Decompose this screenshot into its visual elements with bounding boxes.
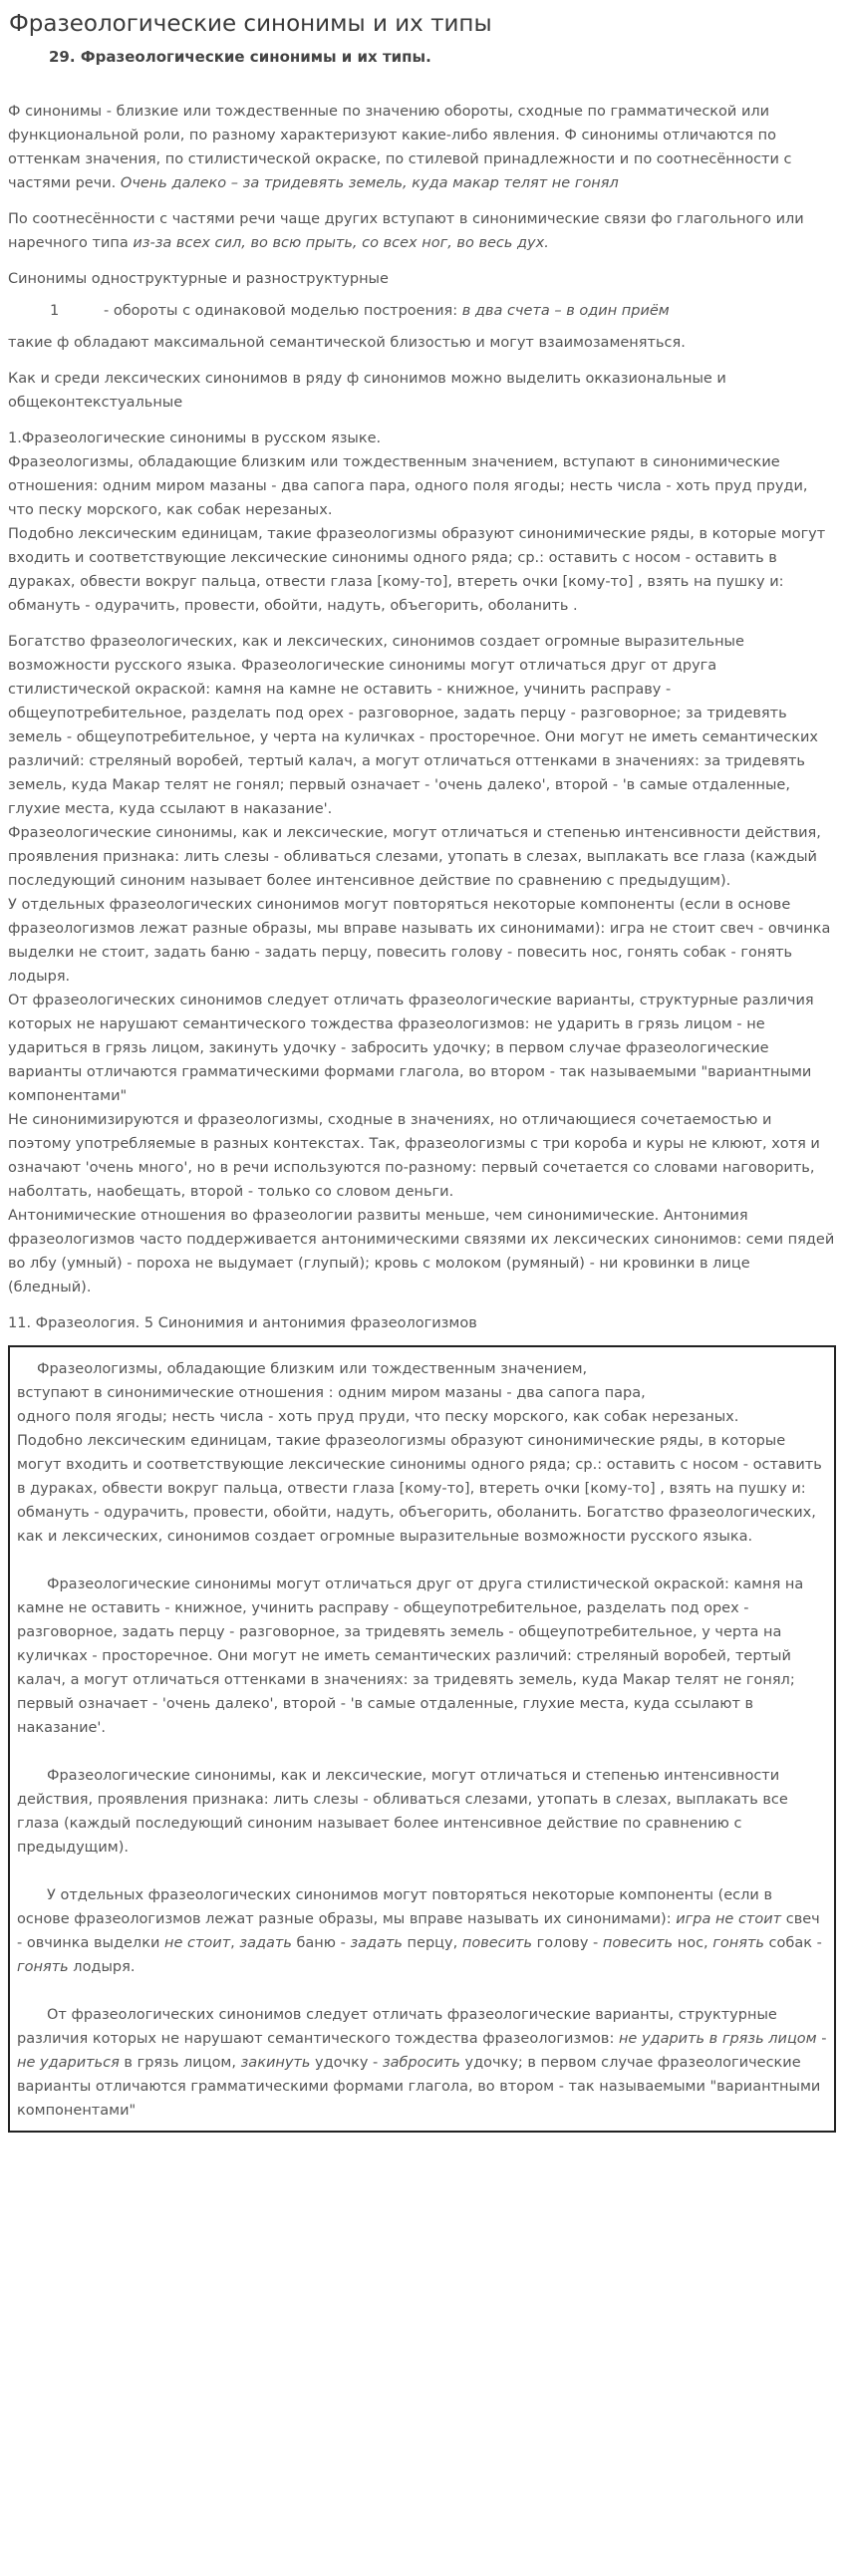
quoted-text-box [8, 1345, 836, 2133]
text-run: лодыря. [68, 1959, 136, 1975]
types-list-item [8, 299, 836, 323]
parts-of-speech-example: из-за всех сил, во всю прыть, со всех ног, во весь дух. [133, 235, 549, 251]
italic-phrase: гонять [17, 1959, 69, 1975]
text-run: - [816, 2031, 827, 2047]
text-run: нос, [673, 1935, 713, 1951]
box-line-3: одного поля ягоды; несть числа - хоть пруд пруди, что песку морского, как собак нерезаных. [17, 1409, 739, 1425]
text-run: собак - [763, 1935, 822, 1951]
text-run: голову - [532, 1935, 603, 1951]
box-paragraph-5 [17, 2003, 828, 2123]
section1-paragraph-7: Не синонимизируются и фразеологизмы, сходные в значениях, но отличающиеся сочетаемостью и поэтому употребляемые в разных контекстах. Так, фразеологизмы с три короба и куры не клюют, хотя и означают 'очень много', но в речи используются по-разному: первый сочетается со словами наговорить, наболтать, наобещать, второй - только со словом деньги. [8, 1112, 820, 1200]
text-run: баню - [291, 1935, 351, 1951]
section1-heading: 1.Фразеологические синонимы в русском языке. [8, 430, 382, 446]
list-number: 1 [50, 303, 60, 319]
text-run: У отдельных фразеологических синонимов могут повторяться некоторые компоненты (если в основе фразеологизмов лежат разные образы, мы вправе называть их синонимами): [17, 1887, 772, 1927]
text-run: в грязь лицом, [119, 2055, 241, 2071]
italic-phrase: повесить [602, 1935, 674, 1951]
interchangeable-note: такие ф обладают максимальной семантической близостью и могут взаимозаменяться. [8, 335, 686, 351]
page-title: Фразеологические синонимы и их типы [9, 11, 492, 37]
section1-paragraph-8: Антонимические отношения во фразеологии развиты меньше, чем синонимические. Антонимия фразеологизмов часто поддерживается антонимическими связями их лексических синонимов: семи пядей во лбу (умный) - пороха не выдумает (глупый); кровь с молоком (румяный) - ни кровинки в лице (бледный). [8, 1208, 835, 1295]
lexical-comparison: Как и среди лексических синонимов в ряду ф синонимов можно выделить окказиональные и общеконтекстуальные [8, 371, 726, 411]
text-run: удочку; в первом случае фразеологические варианты отличаются грамматическими формами глагола, во втором - так называемыми "вариантными компонентами" [17, 2055, 821, 2119]
section1-paragraph-4: Фразеологические синонимы, как и лексические, могут отличаться и степенью интенсивности действия, проявления признака: лить слезы - обливаться слезами, утопать в слезах, выплакать все глаза (каждый последующий синоним называет более интенсивное действие по сравнению с предыдущим). [8, 825, 821, 889]
box-line-1: Фразеологизмы, обладающие близким или тождественным значением, [37, 1361, 588, 1377]
list-item-example: в два счета – в один приём [461, 303, 670, 319]
section1-paragraph-3: Богатство фразеологических, как и лексических, синонимов создает огромные выразительные возможности русского языка. Фразеологические синонимы могут отличаться друг от друга стилистической окраской: камня на камне не оставить - книжное, учинить расправу - общеупотребительное, разделать под орех - разговорное, задать перцу - разговорное; за тридевять земель - общеупотребительное, у черта на куличках - просторечное. Они могут не иметь семантических различий: стреляный воробей, тертый калач, а могут отличаться оттенками в значениях: за тридевять земель, куда Макар телят не гонял; первый означает - 'очень далеко', второй - 'в самые отдаленные, глухие места, куда ссылают в наказание'. [8, 634, 818, 817]
section1-paragraph-2: Подобно лексическим единицам, такие фразеологизмы образуют синонимические ряды, в которые могут входить и соответствующие лексические синонимы одного ряда; ср.: оставить с носом - оставить в дураках, обвести вокруг пальца, отвести глаза [кому-то], втереть очки [кому-то] , взять на пушку и: обмануть - одурачить, провести, обойти, надуть, объегорить, оболанить . [8, 526, 826, 614]
section-subtitle: 29. Фразеологические синонимы и их типы. [49, 48, 431, 66]
box-paragraph-2: Фразеологические синонимы могут отличаться друг от друга стилистической окраской: камня на камне не оставить - книжное, учинить расправу - общеупотребительное, разделать под орех - разговорное, задать перцу - разговорное, за тридевять земель - общеупотребительное, у черта на куличках - просторечное. Они могут не иметь семантических различий: стреляный воробей, тертый калач, а могут отличаться оттенками в значениях: за тридевять земель, куда Макар телят не гонял; первый означает - 'очень далеко', второй - 'в самые отдаленные, глухие места, куда ссылают в наказание'. [17, 1576, 804, 1736]
italic-phrase: не удариться [17, 2055, 120, 2071]
italic-phrase: не стоит [163, 1935, 231, 1951]
italic-phrase: гонять [712, 1935, 764, 1951]
section2-heading: 11. Фразеология. 5 Синонимия и антонимия фразеологизмов [8, 1315, 477, 1331]
definition-text: Ф синонимы - близкие или тождественные по значению обороты, сходные по грамматической или функциональной роли, по разному характеризуют какие-либо явления. Ф синонимы отличаются по оттенкам значения, по стилистической окраске, по стилевой принадлежности и по соотнесённости с частями речи. [8, 104, 792, 191]
section1-paragraph-1: Фразеологизмы, обладающие близким или тождественным значением, вступают в синонимические отношения: одним миром мазаны - два сапога пара, одного поля ягоды; несть числа - хоть пруд пруди, что песку морского, как собак нерезаных. [8, 454, 808, 518]
text-run: перцу, [402, 1935, 462, 1951]
italic-phrase: игра не стоит [676, 1911, 782, 1927]
definition-paragraph [8, 100, 836, 195]
text-run: , [230, 1935, 240, 1951]
italic-phrase: закинуть [240, 2055, 311, 2071]
italic-phrase: не ударить в грязь лицом [618, 2031, 817, 2047]
section1-paragraph-6: От фразеологических синонимов следует отличать фразеологические варианты, структурные различия которых не нарушают семантического тождества фразеологизмов: не ударить в грязь лицом - не удариться в грязь лицом, закинуть удочку - забросить удочку; в первом случае фразеологические варианты отличаются грамматическими формами глагола, во втором - так называемыми "вариантными компонентами" [8, 993, 814, 1104]
box-line-2: вступают в синонимические отношения : одним миром мазаны - два сапога пара, [17, 1385, 646, 1401]
box-paragraph-4 [17, 1883, 828, 1979]
box-paragraph-3: Фразеологические синонимы, как и лексические, могут отличаться и степенью интенсивности действия, проявления признака: лить слезы - обливаться слезами, утопать в слезах, выплакать все глаза (каждый последующий синоним называет более интенсивное действие по сравнению с предыдущим). [17, 1768, 788, 1856]
definition-example: Очень далеко – за тридевять земель, куда макар телят не гонял [120, 175, 619, 191]
parts-of-speech-paragraph [8, 207, 836, 255]
box-paragraph-1: Подобно лексическим единицам, такие фразеологизмы образуют синонимические ряды, в которые могут входить и соответствующие лексические синонимы одного ряда; ср.: оставить с носом - оставить в дураках, обвести вокруг пальца, отвести глаза [кому-то], втереть очки [кому-то] , взять на пушку и: обмануть - одурачить, провести, обойти, надуть, объегорить, оболанить. Богатство фразеологических, как и лексических, синонимов создает огромные выразительные возможности русского языка. [17, 1433, 822, 1545]
text-run: свеч - овчинка выделки [17, 1911, 820, 1951]
italic-phrase: задать [350, 1935, 403, 1951]
italic-phrase: повесить [461, 1935, 533, 1951]
synonym-types: Синонимы одноструктурные и разноструктурные [8, 271, 389, 287]
text-run: От фразеологических синонимов следует отличать фразеологические варианты, структурные различия которых не нарушают семантического тождества фразеологизмов: [17, 2007, 777, 2047]
section1-paragraph-5: У отдельных фразеологических синонимов могут повторяться некоторые компоненты (если в основе фразеологизмов лежат разные образы, мы вправе называть их синонимами): игра не стоит свеч - овчинка выделки не стоит, задать баню - задать перцу, повесить голову - повесить нос, гонять собак - гонять лодыря. [8, 897, 831, 985]
italic-phrase: задать [239, 1935, 292, 1951]
text-run: удочку - [310, 2055, 383, 2071]
italic-phrase: забросить [382, 2055, 460, 2071]
parts-of-speech-text: По соотнесённости с частями речи чаще других вступают в синонимические связи фо глагольного или наречного типа [8, 211, 804, 251]
list-item-text: - обороты с одинаковой моделью построения: [104, 303, 462, 319]
